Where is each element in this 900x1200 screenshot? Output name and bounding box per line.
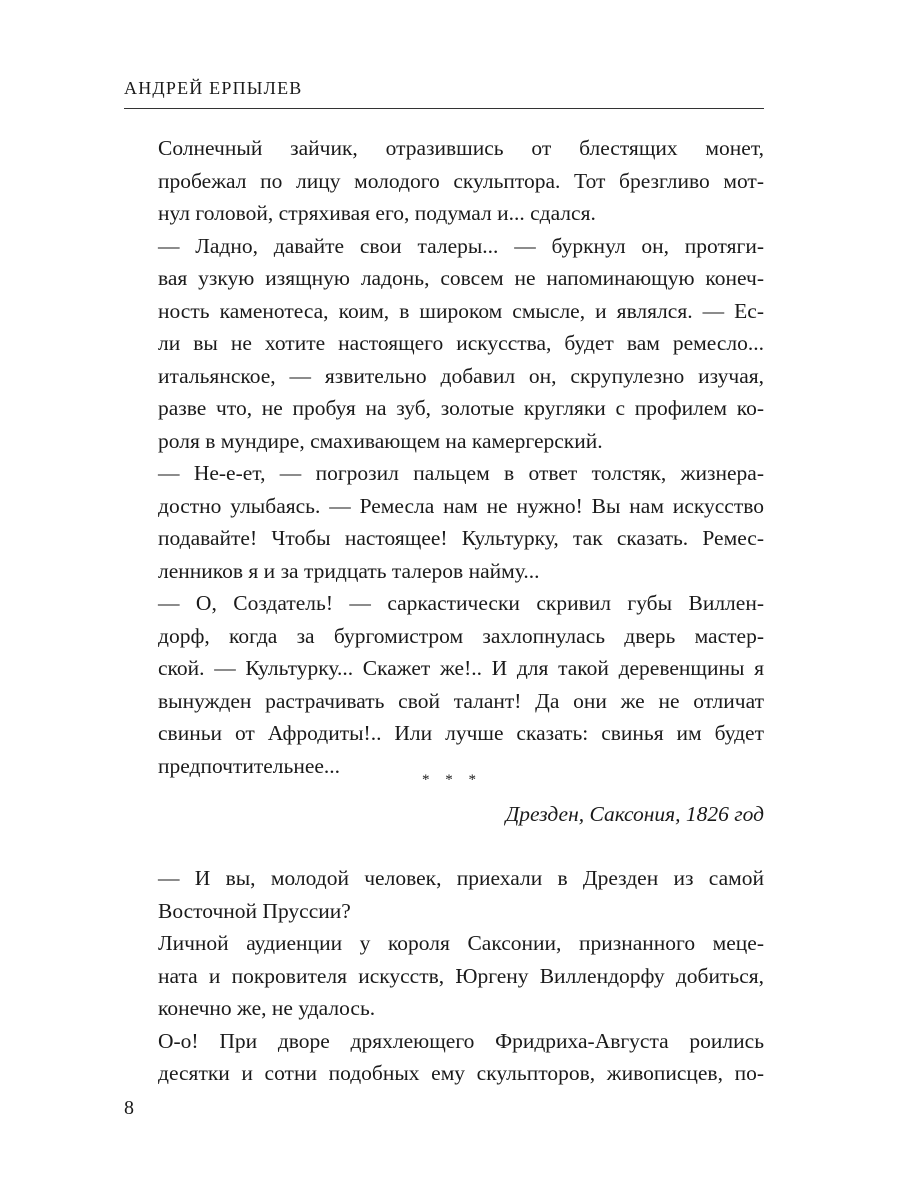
text-line: — Ладно, давайте свои талеры... — буркнул он, протяги- [158, 233, 764, 258]
body-text-section-2 [124, 862, 764, 1090]
text-line: Личной аудиенции у короля Саксонии, признанного мецe- [158, 931, 764, 955]
text-line: вая узкую изящную ладонь, совсем не напоминающую конеч- [158, 266, 764, 290]
text-line: ской. — Культурку... Скажет же!.. И для такой деревенщины я [158, 656, 764, 680]
paragraph [124, 862, 764, 927]
text-line: пробежал по лицу молодого скульптора. Тот брезгливо мот- [158, 168, 764, 193]
text-line: итальянское, — язвительно добавил он, скрупулезно изучая, [158, 363, 764, 388]
text-line: нул головой, стряхивая его, подумал и... сдался. [158, 201, 596, 225]
text-line: конечно же, не удалось. [158, 996, 376, 1020]
text-line: ли вы не хотите настоящего искусства, будет вам ремесло... [158, 331, 764, 355]
text-line: дорф, когда за бургомистром захлопнулась дверь мастер- [158, 623, 764, 648]
text-line: десятки и сотни подобных ему скульпторов, живописцев, по- [158, 1061, 764, 1085]
text-line: О-о! При дворе дряхлеющего Фридриха-Августа роились [158, 1028, 764, 1053]
text-line: свиньи от Афродиты!.. Или лучше сказать: свинья им будет [158, 721, 764, 745]
running-head-author: АНДРЕЙ ЕРПЫЛЕВ [124, 78, 303, 98]
body-text-section-1 [124, 132, 764, 782]
text-line: предпочтительнее... [158, 753, 341, 778]
page-number: 8 [124, 1097, 134, 1119]
text-line: — Не-е-ет, — погрозил пальцем в ответ толстяк, жизнера- [158, 461, 764, 485]
paragraph [124, 457, 764, 587]
paragraph [124, 1025, 764, 1090]
paragraph [124, 587, 764, 782]
text-line: ленников я и за тридцать талеров найму... [158, 558, 540, 583]
text-line: роля в мундире, смахивающем на камергерский. [158, 428, 603, 453]
text-line: Восточной Пруссии? [158, 898, 351, 923]
text-line: достно улыбаясь. — Ремесла нам не нужно! Вы нам искусство [158, 493, 764, 518]
text-line: ната и покровителя искусств, Юргену Виллендорфу добиться, [158, 963, 764, 988]
paragraph [124, 132, 764, 230]
paragraph [124, 230, 764, 458]
text-line: Солнечный зайчик, отразившись от блестящих монет, [158, 136, 764, 160]
paragraph [124, 927, 764, 1025]
header-rule [124, 108, 764, 109]
text-line: вынужден растрачивать свой талант! Да они же не отличат [158, 688, 764, 713]
text-line: — И вы, молодой человек, приехали в Дрезден из самой [158, 866, 764, 890]
text-line: разве что, не пробуя на зуб, золотые кругляки с профилем ко- [158, 396, 764, 420]
text-line: ность каменотеса, коим, в широком смысле, и являлся. — Ес- [158, 298, 764, 323]
section-separator: * * * [422, 772, 482, 788]
dateline: Дрезден, Саксония, 1826 год [505, 802, 764, 826]
text-line: подавайте! Чтобы настоящее! Культурку, так сказать. Ремес- [158, 526, 764, 550]
text-line: — О, Создатель! — саркастически скривил губы Виллен- [158, 591, 764, 615]
